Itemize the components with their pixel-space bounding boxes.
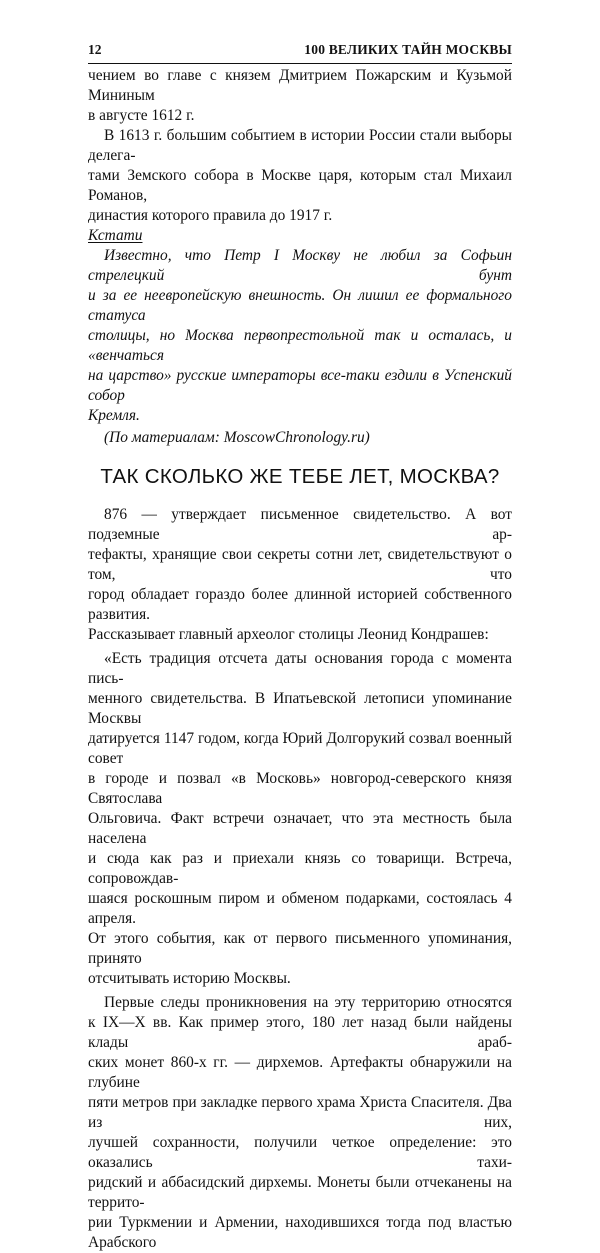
header-rule	[88, 63, 512, 64]
aside-line: столицы, но Москва первопрестольной так и осталась, и «венчаться	[88, 327, 512, 364]
text-line: в августе 1612 г.	[88, 107, 195, 124]
text-line: В 1613 г. большим событием в истории России стали выборы делега-	[88, 127, 512, 164]
text-line: менного свидетельства. В Ипатьевской летописи упоминание Москвы	[88, 690, 512, 727]
text-line: пяти метров при закладке первого храма Христа Спасителя. Два из них,	[88, 1094, 512, 1131]
aside-label: Кстати	[88, 227, 143, 244]
text-line: тами Земского собора в Москве царя, которым стал Михаил Романов,	[88, 167, 512, 204]
text-line: лучшей сохранности, получили четкое определение: это оказались тахи-	[88, 1134, 512, 1171]
text-line: «Есть традиция отсчета даты основания города с момента пись-	[88, 650, 512, 687]
running-header	[88, 42, 512, 60]
page-number: 12	[88, 42, 102, 57]
text-line: чением во главе с князем Дмитрием Пожарским и Кузьмой Мининым	[88, 67, 512, 104]
aside-source: (По материалам: MoscowChronology.ru)	[104, 429, 370, 446]
paragraph	[88, 993, 512, 1253]
text-line: шаяся роскошным пиром и обменом подарками, состоялась 4 апреля.	[88, 890, 512, 927]
text-line: Рассказывает главный археолог столицы Леонид Кондрашев:	[88, 626, 489, 643]
text-line: династия которого правила до 1917 г.	[88, 207, 333, 224]
aside-line: и за ее неевропейскую внешность. Он лишил ее формального статуса	[88, 287, 512, 324]
text-line: к IX—X вв. Как пример этого, 180 лет назад были найдены клады араб-	[88, 1014, 512, 1051]
aside-line: Известно, что Петр I Москву не любил за Софьин стрелецкий бунт	[88, 247, 512, 284]
paragraph	[88, 505, 512, 645]
text-line: ских монет 860-х гг. — дирхемов. Артефакты обнаружили на глубине	[88, 1054, 512, 1091]
text-line: Ольговича. Факт встречи означает, что эта местность была населена	[88, 810, 512, 847]
aside-box	[88, 226, 512, 448]
text-line: датируется 1147 годом, когда Юрий Долгорукий созвал военный совет	[88, 730, 512, 767]
section-heading: ТАК СКОЛЬКО ЖЕ ТЕБЕ ЛЕТ, МОСКВА?	[100, 465, 500, 488]
page-content	[88, 66, 512, 1253]
text-line: в городе и позвал «в Московь» новгород-северского князя Святослава	[88, 770, 512, 807]
running-title: 100 ВЕЛИКИХ ТАЙН МОСКВЫ	[304, 42, 512, 57]
text-line: рии Туркмении и Армении, находившихся тогда под властью Арабского	[88, 1214, 512, 1251]
text-line: отсчитывать историю Москвы.	[88, 970, 291, 987]
paragraph	[88, 649, 512, 989]
text-line: город обладает гораздо более длинной историей собственного развития.	[88, 586, 512, 623]
text-line: От этого события, как от первого письменного упоминания, принято	[88, 930, 512, 967]
text-line: Первые следы проникновения на эту территорию относятся	[104, 994, 512, 1011]
aside-line: Кремля.	[88, 407, 140, 424]
aside-line: на царство» русские императоры все-таки ездили в Успенский собор	[88, 367, 512, 404]
text-line: тефакты, хранящие свои секреты сотни лет, свидетельствуют о том, что	[88, 546, 512, 583]
text-line: и сюда как раз и приехали князь со товарищи. Встреча, сопровождав-	[88, 850, 512, 887]
text-line: ридский и аббасидский дирхемы. Монеты были отчеканены на террито-	[88, 1174, 512, 1211]
text-line: 876 — утверждает письменное свидетельство. А вот подземные ар-	[88, 506, 512, 543]
